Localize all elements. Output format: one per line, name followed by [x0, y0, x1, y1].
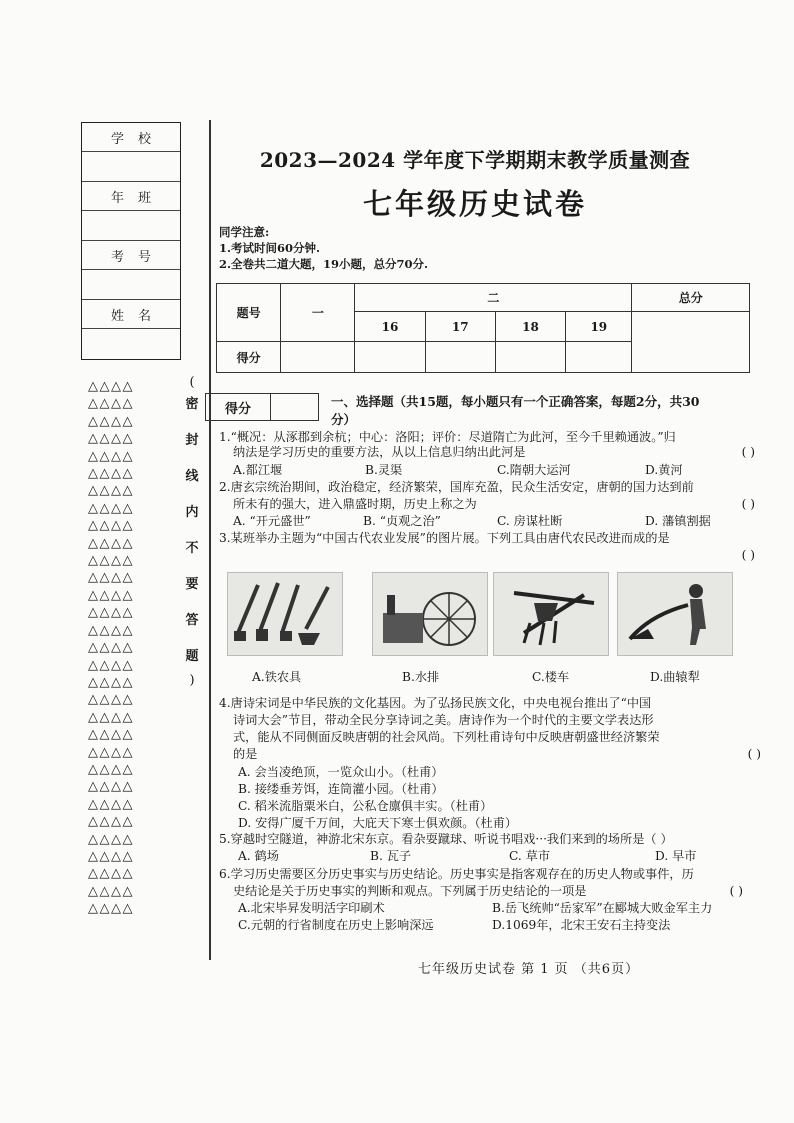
q4-answer-paren[interactable]: ( ) [747, 747, 761, 761]
q6-stem-2-text: 史结论是关于历史事实的判断和观点。下列属于历史结论的一项是 [233, 884, 587, 898]
q2-option-b[interactable]: B. “贞观之治” [363, 514, 441, 528]
q3-stem-1: 3.某班举办主题为“中国古代农业发展”的图片展。下列工具由唐代农民改进而成的是 [219, 531, 670, 545]
exam-number-field[interactable] [82, 270, 180, 300]
page-footer: 七年级历史试卷 第 1 页 （共6页） [418, 962, 640, 977]
total-header: 总分 [632, 284, 750, 312]
seal-char: 答 [185, 613, 199, 628]
q3-option-a[interactable]: A.铁农具 [252, 670, 302, 684]
score-table [216, 283, 750, 373]
seal-char: 封 [185, 433, 199, 448]
q6-option-d[interactable]: D.1069年，北宋王安石主持变法 [492, 918, 671, 932]
notice-line-1: 1.考试时间60分钟. [219, 241, 321, 255]
binding-divider [209, 120, 211, 960]
q1-stem-1: 1.“概况：从涿郡到余杭；中心：洛阳；评价：尽道隋亡为此河，至今千里赖通波。”归 [219, 430, 676, 444]
section1-heading-1: 一、选择题（共15题，每小题只有一个正确答案，每题2分，共30 [331, 394, 700, 409]
q6-option-c[interactable]: C.元朝的行省制度在历史上影响深远 [238, 918, 434, 932]
section1-heading-2: 分） [331, 412, 357, 427]
section-score-label: 得分 [206, 394, 271, 420]
exam-title: 2023—2024 学年度下学期期末教学质量测查 [259, 148, 691, 172]
q17-header: 17 [425, 312, 495, 342]
notice-line-2: 2.全卷共二道大题，19小题，总分70分. [219, 257, 429, 271]
curved-plough-image [617, 572, 733, 656]
triangle-row: △△△△ [88, 866, 134, 882]
q2-option-a[interactable]: A. “开元盛世” [233, 514, 311, 528]
question-no-label: 题号 [217, 284, 281, 342]
triangle-row: △△△△ [88, 657, 134, 673]
triangle-row: △△△△ [88, 483, 134, 499]
seal-close-bracket: ) [189, 673, 195, 688]
total-score-cell[interactable] [632, 312, 750, 373]
q18-header: 18 [495, 312, 565, 342]
q5-option-c[interactable]: C. 草市 [509, 849, 551, 863]
q2-stem-1: 2.唐玄宗统治期间，政治稳定，经济繁荣，国库充盈，民众生活安定，唐朝的国力达到前 [219, 480, 694, 494]
student-info-box [81, 122, 181, 360]
q19-header: 19 [566, 312, 632, 342]
q2-stem-2 [233, 496, 755, 514]
triangle-row: △△△△ [88, 779, 134, 795]
q1-option-d[interactable]: D.黄河 [645, 463, 683, 477]
seal-char: 线 [185, 469, 199, 484]
triangle-row: △△△△ [88, 605, 134, 621]
name-field[interactable] [82, 329, 180, 359]
q5-option-a[interactable]: A. 鹤场 [238, 849, 279, 863]
triangle-row: △△△△ [88, 901, 134, 917]
q2-option-d[interactable]: D. 藩镇割据 [645, 514, 711, 528]
triangle-row: △△△△ [88, 796, 134, 812]
q1-answer-paren[interactable]: ( ) [741, 445, 755, 459]
q2-stem-2-text: 所未有的强大，进入鼎盛时期，历史上称之为 [233, 497, 477, 511]
q2-option-c[interactable]: C. 房谋杜断 [497, 514, 563, 528]
exam-subtitle: 七年级历史试卷 [362, 187, 587, 221]
section-score-box [205, 393, 319, 421]
triangle-row: △△△△ [88, 431, 134, 447]
triangle-row: △△△△ [88, 727, 134, 743]
q4-option-a[interactable]: A. 会当凌绝顶，一览众山小。（杜甫） [238, 765, 444, 779]
q4-option-d[interactable]: D. 安得广厦千万间，大庇天下寒士俱欢颜。（杜甫） [238, 816, 518, 830]
q5-option-b[interactable]: B. 瓦子 [370, 849, 412, 863]
seal-line-notice [184, 375, 200, 690]
q6-stem-1: 6.学习历史需要区分历史事实与历史结论。历史事实是指客观存在的历史人物或事件，历 [219, 867, 694, 881]
q4-stem-4 [233, 746, 761, 764]
q1-stem-2 [233, 444, 755, 462]
q17-score-cell[interactable] [425, 342, 495, 373]
q16-score-cell[interactable] [355, 342, 425, 373]
class-field[interactable] [82, 211, 180, 241]
triangle-row: △△△△ [88, 761, 134, 777]
q1-option-b[interactable]: B.灵渠 [365, 463, 403, 477]
triangle-row: △△△△ [88, 570, 134, 586]
q2-answer-paren[interactable]: ( ) [741, 497, 755, 511]
triangle-row: △△△△ [88, 500, 134, 516]
school-field[interactable] [82, 152, 180, 182]
q6-stem-2 [233, 883, 743, 901]
q4-stem-3: 式，能从不同侧面反映唐朝的社会风尚。下列杜甫诗句中反映唐朝盛世经济繁荣 [233, 730, 660, 744]
triangle-row: △△△△ [88, 883, 134, 899]
exam-number-label: 考号 [82, 241, 180, 270]
q6-option-b[interactable]: B.岳飞统帅“岳家军”在郾城大败金军主力 [492, 901, 713, 915]
q6-option-a[interactable]: A.北宋毕昇发明活字印刷术 [238, 901, 385, 915]
q4-option-c[interactable]: C. 稻米流脂粟米白，公私仓廪俱丰实。（杜甫） [238, 799, 493, 813]
triangle-row: △△△△ [88, 622, 134, 638]
q19-score-cell[interactable] [566, 342, 632, 373]
seal-char: 内 [185, 505, 199, 520]
notice-heading: 同学注意: [219, 225, 270, 239]
q18-score-cell[interactable] [495, 342, 565, 373]
triangle-column [88, 378, 180, 918]
q1-option-c[interactable]: C.隋朝大运河 [497, 463, 571, 477]
q4-option-b[interactable]: B. 接缕垂芳饵，连筒灌小园。（杜甫） [238, 782, 444, 796]
triangle-row: △△△△ [88, 413, 134, 429]
triangle-row: △△△△ [88, 587, 134, 603]
section-score-field[interactable] [271, 394, 318, 420]
triangle-row: △△△△ [88, 518, 134, 534]
water-bellows-image [372, 572, 488, 656]
triangle-row: △△△△ [88, 640, 134, 656]
q4-stem-2: 诗词大会”节目，带动全民分享诗词之美。唐诗作为一个时代的主要文学表达形 [233, 713, 654, 727]
q5-stem: 5.穿越时空隧道，神游北宋东京。看杂耍蹴球、听说书唱戏···我们来到的场所是（ ） [219, 832, 673, 846]
part-two-header: 二 [355, 284, 632, 312]
seal-open-bracket: ( [189, 375, 195, 390]
q1-stem-2-text: 纳法是学习历史的重要方法，从以上信息归纳出此河是 [233, 445, 526, 459]
q3-option-c[interactable]: C.楼车 [532, 670, 570, 684]
q16-header: 16 [355, 312, 425, 342]
triangle-row: △△△△ [88, 674, 134, 690]
class-label: 年班 [82, 182, 180, 211]
q5-option-d[interactable]: D. 早市 [655, 849, 697, 863]
q4-stem-4-text: 的是 [233, 747, 258, 761]
triangle-row: △△△△ [88, 744, 134, 760]
school-label: 学校 [82, 123, 180, 152]
q1-option-a[interactable]: A.都江堰 [233, 463, 283, 477]
triangle-row: △△△△ [88, 848, 134, 864]
part-one-score-cell[interactable] [281, 342, 355, 373]
triangle-row: △△△△ [88, 396, 134, 412]
triangle-row: △△△△ [88, 553, 134, 569]
name-label: 姓名 [82, 300, 180, 329]
q3-stem-2 [233, 547, 755, 564]
triangle-row: △△△△ [88, 692, 134, 708]
seal-char: 题 [185, 649, 199, 664]
q3-option-b[interactable]: B.水排 [402, 670, 440, 684]
triangle-row: △△△△ [88, 379, 134, 394]
score-row-label: 得分 [217, 342, 281, 373]
triangle-row: △△△△ [88, 466, 134, 482]
triangle-row: △△△△ [88, 831, 134, 847]
q6-answer-paren[interactable]: ( ) [729, 884, 743, 898]
triangle-row: △△△△ [88, 814, 134, 830]
triangle-row: △△△△ [88, 448, 134, 464]
seal-char: 要 [185, 577, 199, 592]
seed-drill-image [493, 572, 609, 656]
triangle-row: △△△△ [88, 709, 134, 725]
iron-tools-image [227, 572, 343, 656]
seal-char: 密 [185, 397, 199, 412]
seal-char: 不 [185, 541, 199, 556]
part-one-header: 一 [281, 284, 355, 342]
q3-option-d[interactable]: D.曲辕犁 [650, 670, 700, 684]
q3-answer-paren[interactable]: ( ) [741, 548, 755, 562]
q4-stem-1: 4.唐诗宋词是中华民族的文化基因。为了弘扬民族文化，中央电视台推出了“中国 [219, 696, 652, 710]
triangle-row: △△△△ [88, 535, 134, 551]
